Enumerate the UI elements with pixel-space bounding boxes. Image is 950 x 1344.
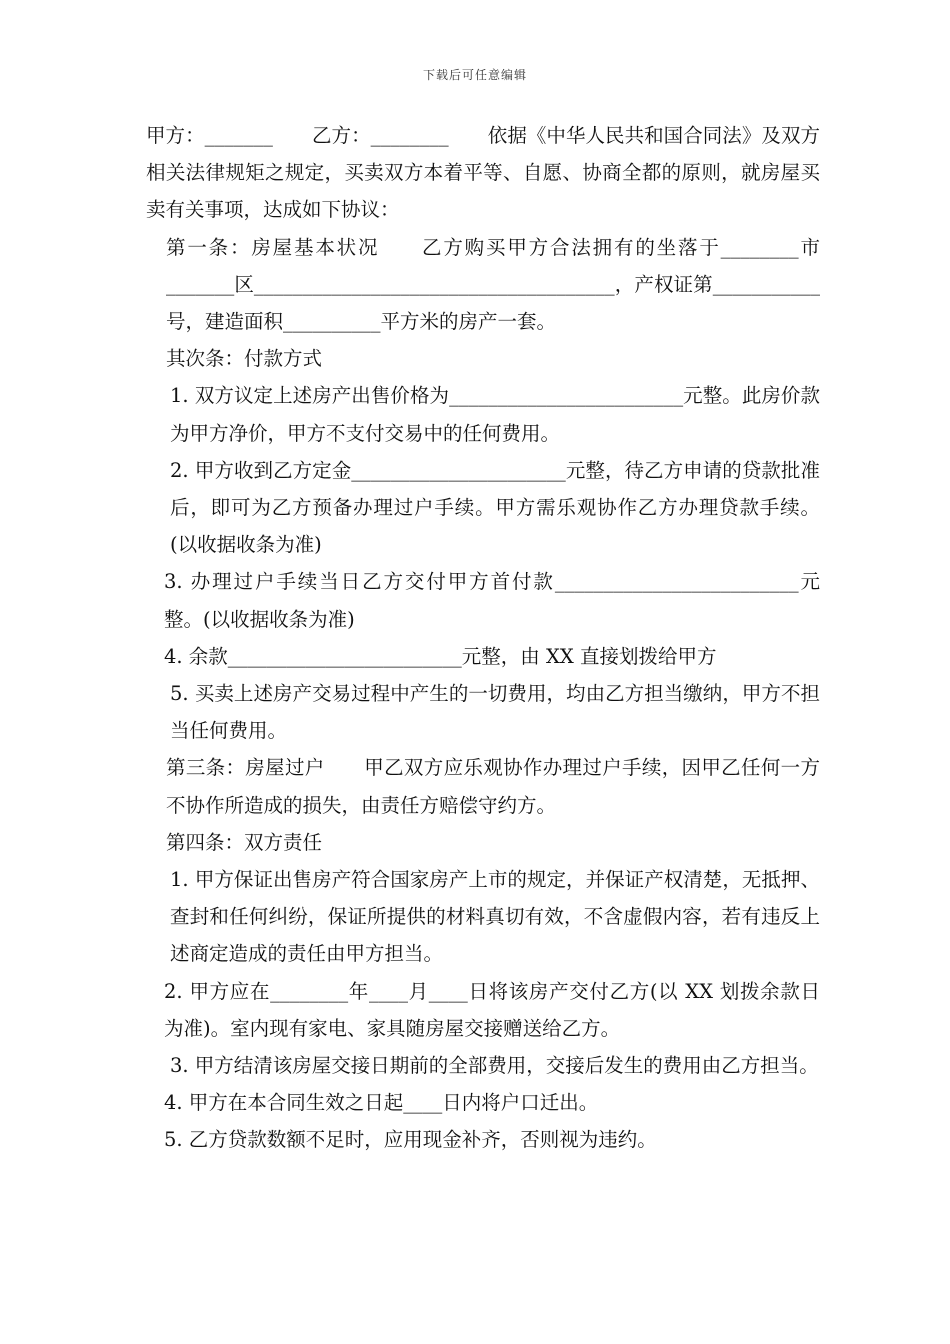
article-4-item-1: 1. 甲方保证出售房产符合国家房产上市的规定，并保证产权清楚，无抵押、查封和任何纠纷，保证所提供的材料真切有效，不含虚假内容，若有违反上述商定造成的责任由甲方担当。 bbox=[170, 868, 820, 966]
article-2-item-2: 2. 甲方收到乙方定金______________________元整，待乙方申请的贷款批准后，即可为乙方预备办理过户手续。甲方需乐观协作乙方办理贷款手续。(以收据收条为准) bbox=[170, 458, 820, 557]
article-4-heading: 第四条：双方责任 bbox=[166, 830, 323, 854]
article-3-paragraph: 第三条：房屋过户 甲乙双方应乐观协作办理过户手续，因甲乙任何一方不协作所造成的损失，由责任方赔偿守约方。 bbox=[166, 756, 820, 817]
article-2-heading: 其次条：付款方式 bbox=[166, 347, 323, 371]
contract-body bbox=[146, 117, 820, 1159]
article-4-item-4: 4. 甲方在本合同生效之日起____日内将户口迁出。 bbox=[164, 1091, 599, 1115]
article-2-item-5: 5. 买卖上述房产交易过程中产生的一切费用，均由乙方担当缴纳，甲方不担当任何费用。 bbox=[170, 682, 820, 743]
article-4-item-5: 5. 乙方贷款数额不足时，应用现金补齐，否则视为违约。 bbox=[164, 1128, 657, 1152]
article-4-item-3: 3. 甲方结清该房屋交接日期前的全部费用，交接后发生的费用由乙方担当。 bbox=[170, 1054, 819, 1078]
page-header-note: 下载后可任意编辑 bbox=[422, 68, 527, 82]
article-2-item-4: 4. 余款________________________元整，由 XX 直接划拨给甲方 bbox=[164, 644, 717, 668]
article-2-item-3: 3. 办理过户手续当日乙方交付甲方首付款_________________________元整。(以收据收条为准) bbox=[164, 570, 820, 631]
article-4-item-2: 2. 甲方应在________年____月____日将该房产交付乙方(以 XX 划拨余款日为准)。室内现有家电、家具随房屋交接赠送给乙方。 bbox=[164, 979, 820, 1040]
article-1-paragraph: 第一条：房屋基本状况 乙方购买甲方合法拥有的坐落于________市_______区_____________________________________，产权证第___________号，建造面积__________平方米的房产一套。 bbox=[166, 235, 820, 334]
article-2-item-1: 1. 双方议定上述房产出售价格为________________________元整。此房价款为甲方净价，甲方不支付交易中的任何费用。 bbox=[170, 384, 820, 445]
preamble-paragraph: 甲方：_______ 乙方：________ 依据《中华人民共和国合同法》及双方相关法律规矩之规定，买卖双方本着平等、自愿、协商全都的原则，就房屋买卖有关事项，达成如下协议： bbox=[146, 124, 820, 222]
